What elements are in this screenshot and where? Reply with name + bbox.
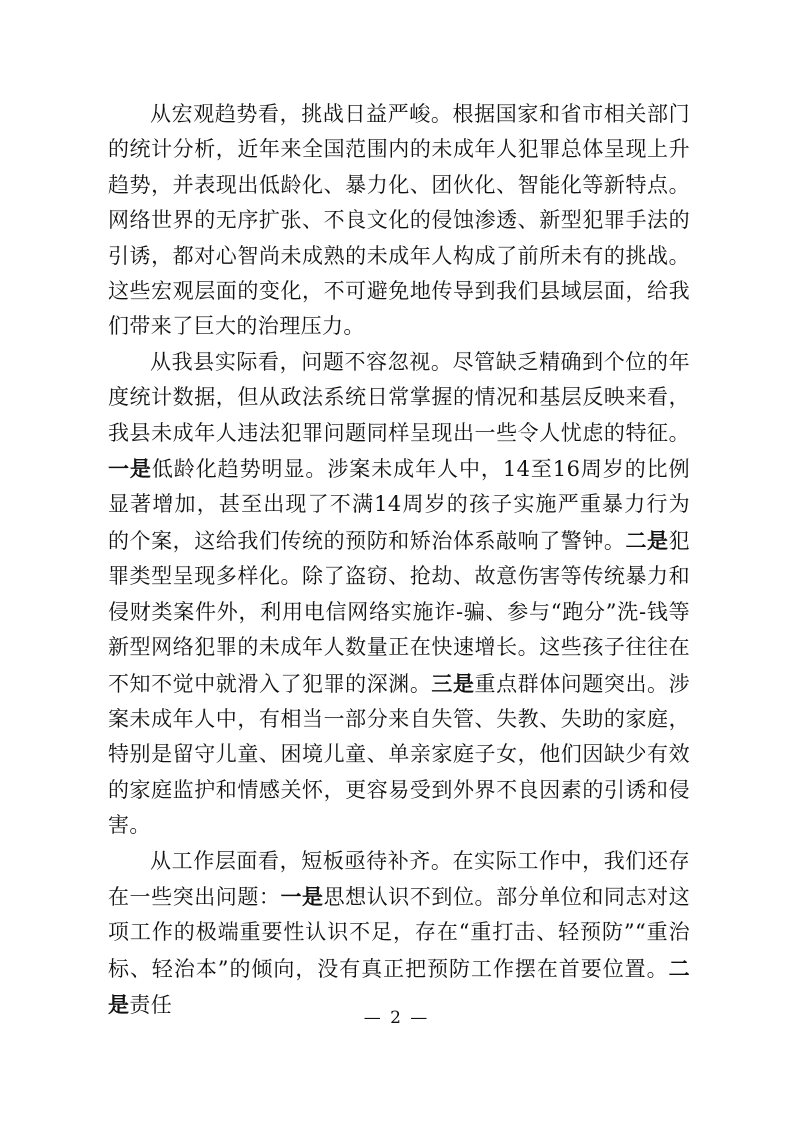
point-marker-two: 二是 xyxy=(625,527,669,553)
paragraph-county-situation xyxy=(108,345,690,844)
point-marker-two: 二是 xyxy=(108,955,690,1018)
paragraph-text: 从宏观趋势看，挑战日益严峻。根据国家和省市相关部门的统计分析，近年来全国范围内的未成年人犯罪总体呈现上升趋势，并表现出低龄化、暴力化、团伙化、智能化等新特点。网络世界的无序扩张、不良文化的侵蚀渗透、新型犯罪手法的引诱，都对心智尚未成熟的未成年人构成了前所未有的挑战。这些宏观层面的变化，不可避免地传导到我们县域层面，给我们带来了巨大的治理压力。 xyxy=(108,102,690,339)
paragraph-text: 低龄化趋势明显。涉案未成年人中，14至16周岁的比例显著增加，甚至出现了不满14周岁的孩子实施严重暴力行为的个案，这给我们传统的预防和矫治体系敲响了警钟。 xyxy=(108,457,690,553)
paragraph-text: 重点群体问题突出。涉案未成年人中，有相当一部分来自失管、失教、失助的家庭，特别是留守儿童、困境儿童、单亲家庭子女，他们因缺少有效的家庭监护和情感关怀，更容易受到外界不良因素的引诱和侵害。 xyxy=(108,671,690,838)
page-number: — 2 — xyxy=(363,1008,430,1028)
paragraph-text: 犯罪类型呈现多样化。除了盗窃、抢劫、故意伤害等传统暴力和侵财类案件外，利用电信网络实施诈-骗、参与“跑分”洗-钱等新型网络犯罪的未成年人数量正在快速增长。这些孩子往往在不知不觉中就滑入了犯罪的深渊。 xyxy=(108,528,690,696)
paragraph-work-level xyxy=(108,844,690,1024)
paragraph-text: 从工作层面看，短板亟待补齐。在实际工作中，我们还存在一些突出问题： xyxy=(108,848,690,909)
paragraph-text: 责任 xyxy=(129,993,173,1018)
point-marker-one: 一是 xyxy=(280,883,324,909)
point-marker-three: 三是 xyxy=(431,670,475,696)
paragraph-macro-trend xyxy=(108,97,690,345)
body-text xyxy=(108,97,690,1024)
paragraph-text: 思想认识不到位。部分单位和同志对这项工作的极端重要性认识不足，存在“重打击、轻预防”“重治标、轻治本”的倾向，没有真正把预防工作摆在首要位置。 xyxy=(108,884,690,981)
paragraph-text: 从我县实际看，问题不容忽视。尽管缺乏精确到个位的年度统计数据，但从政法系统日常掌握的情况和基层反映来看，我县未成年人违法犯罪问题同样呈现出一些令人忧虑的特征。 xyxy=(108,349,690,445)
point-marker-one: 一是 xyxy=(108,456,152,482)
